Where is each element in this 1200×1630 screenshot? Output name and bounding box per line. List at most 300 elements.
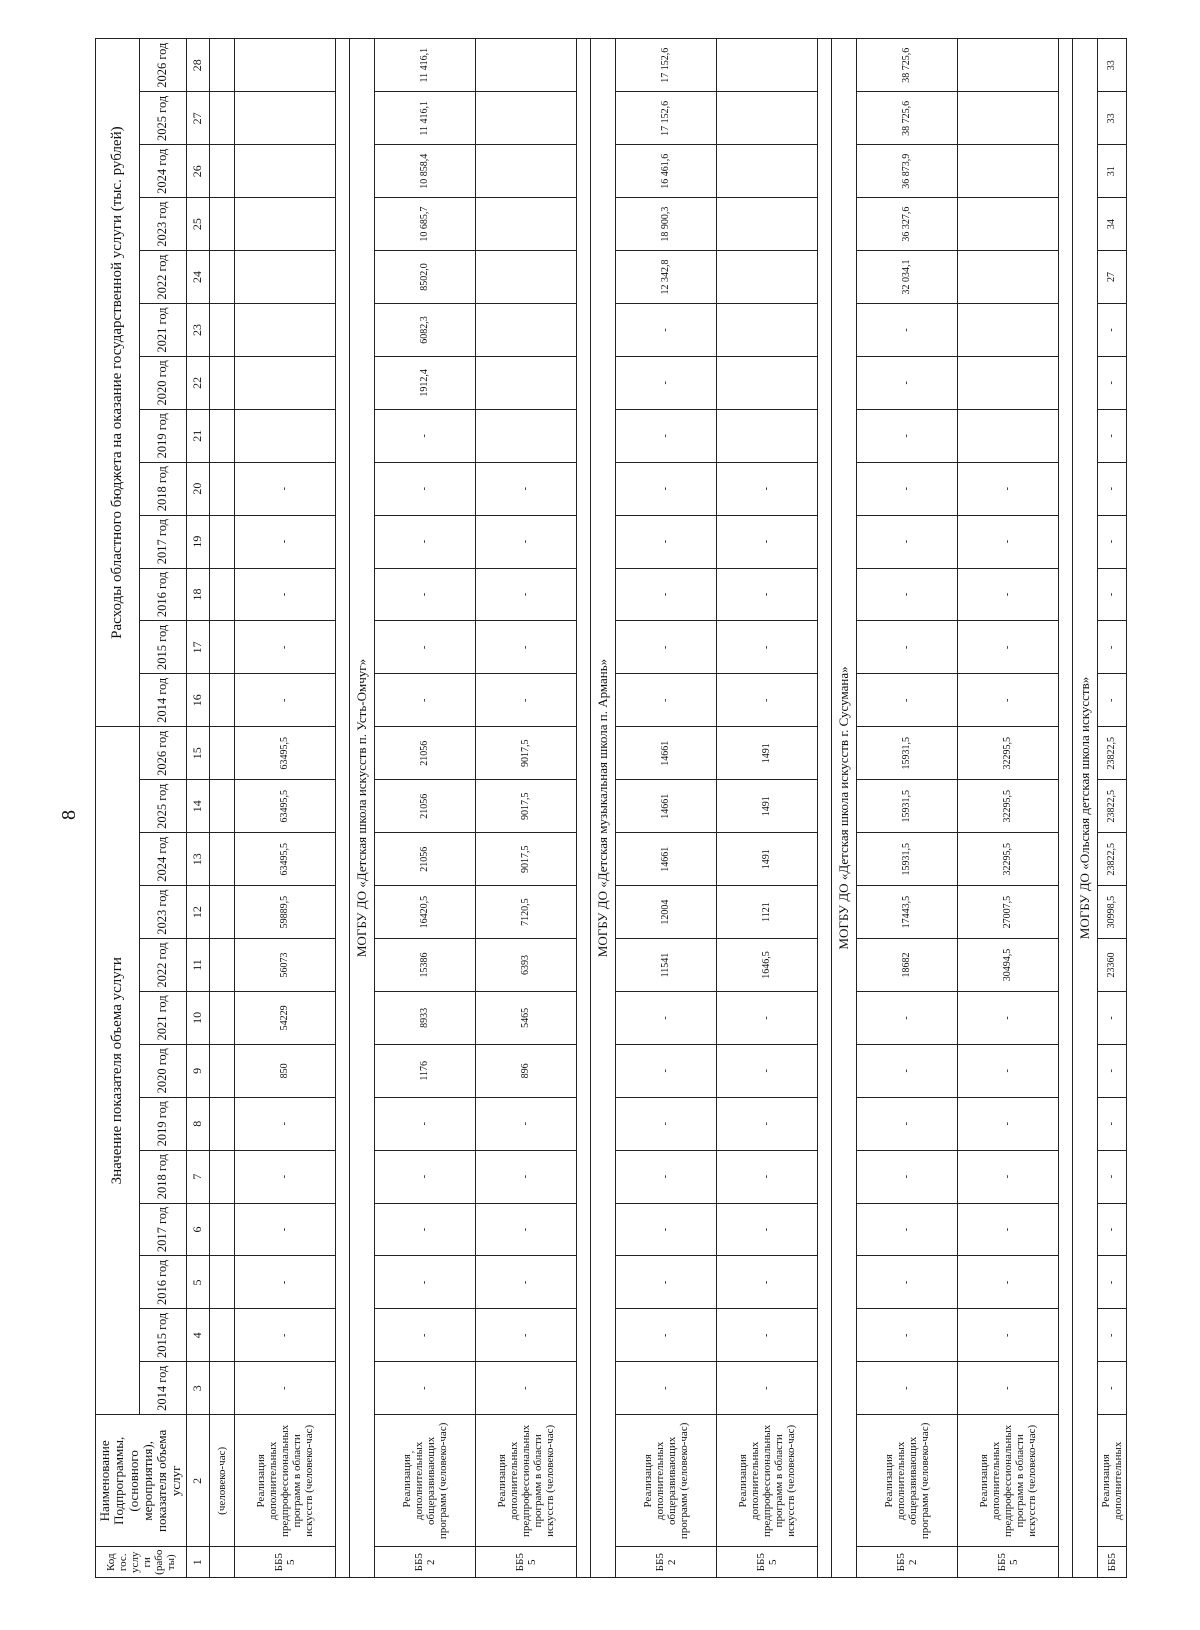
cell-volume: -	[615, 1256, 716, 1309]
cell-volume: -	[957, 1097, 1058, 1150]
table-group-header-row	[96, 39, 140, 1578]
cell-volume	[209, 939, 234, 992]
cell-volume: -	[1097, 1097, 1126, 1150]
cell-expense: -	[234, 621, 335, 674]
cell-code: ББ5 5	[957, 1547, 1058, 1578]
cell-name: Реализация дополнительных предпрофессиональных программ в области искусств (человеко-час)	[716, 1415, 817, 1547]
header-year-volume: 2023 год	[140, 886, 186, 939]
cell-expense: -	[1097, 568, 1126, 621]
section-row	[1072, 39, 1097, 1578]
cell-volume: -	[1097, 1309, 1126, 1362]
cell-volume: 63495,5	[234, 780, 335, 833]
header-expense-group: Расходы областного бюджета на оказание государственной услуги (тыс. рублей)	[96, 39, 140, 727]
spacer-cell	[1058, 39, 1072, 1578]
cell-expense	[475, 39, 576, 92]
cell-volume: 18682	[856, 939, 957, 992]
cell-expense	[209, 568, 234, 621]
cell-expense: 38 725,6	[856, 92, 957, 145]
cell-volume: 56073	[234, 939, 335, 992]
cell-expense: 31	[1097, 145, 1126, 198]
cell-volume: -	[615, 1150, 716, 1203]
header-column-number: 16	[186, 674, 209, 727]
cell-volume: -	[1097, 1362, 1126, 1415]
cell-expense: -	[856, 409, 957, 462]
cell-volume: 23822,5	[1097, 833, 1126, 886]
cell-expense	[209, 621, 234, 674]
cell-expense	[716, 251, 817, 304]
cell-expense	[209, 674, 234, 727]
cell-volume: -	[856, 1362, 957, 1415]
cell-expense: -	[1097, 409, 1126, 462]
cell-expense: -	[856, 568, 957, 621]
header-year-expense: 2016 год	[140, 568, 186, 621]
cell-volume: -	[957, 991, 1058, 1044]
cell-volume: 17443,5	[856, 886, 957, 939]
cell-expense: -	[374, 409, 475, 462]
cell-expense: 27	[1097, 251, 1126, 304]
cell-expense	[234, 304, 335, 357]
cell-volume	[209, 1203, 234, 1256]
cell-volume	[209, 1362, 234, 1415]
cell-volume: 23822,5	[1097, 727, 1126, 780]
cell-volume: 1176	[374, 1044, 475, 1097]
cell-volume: 11541	[615, 939, 716, 992]
cell-expense	[234, 39, 335, 92]
header-year-expense: 2018 год	[140, 462, 186, 515]
cell-expense: -	[234, 674, 335, 727]
cell-volume: 21056	[374, 727, 475, 780]
cell-expense	[716, 145, 817, 198]
cell-volume: 30998,5	[1097, 886, 1126, 939]
cell-volume: -	[716, 1150, 817, 1203]
cell-expense: -	[856, 462, 957, 515]
cell-expense: 11 416,1	[374, 92, 475, 145]
cell-expense	[716, 92, 817, 145]
cell-volume: 63495,5	[234, 727, 335, 780]
cell-expense: 33	[1097, 39, 1126, 92]
cell-volume: 32295,5	[957, 780, 1058, 833]
cell-volume	[209, 1256, 234, 1309]
cell-code	[209, 1547, 234, 1578]
cell-expense	[234, 409, 335, 462]
cell-volume: -	[957, 1150, 1058, 1203]
header-year-volume: 2022 год	[140, 939, 186, 992]
cell-expense: 10 685,7	[374, 198, 475, 251]
header-column-number: 9	[186, 1044, 209, 1097]
cell-volume: 1646,5	[716, 939, 817, 992]
cell-code: ББ5 2	[615, 1547, 716, 1578]
cell-expense	[234, 145, 335, 198]
cell-volume: -	[716, 1256, 817, 1309]
cell-volume: -	[716, 991, 817, 1044]
cell-expense: -	[716, 462, 817, 515]
header-column-number: 1	[186, 1547, 209, 1578]
cell-expense	[957, 145, 1058, 198]
cell-expense	[234, 198, 335, 251]
cell-volume: -	[615, 1044, 716, 1097]
table-row	[475, 39, 576, 1578]
table-year-header-row	[140, 39, 186, 1578]
cell-volume: 27007,5	[957, 886, 1058, 939]
cell-name: Реализация дополнительных	[1097, 1415, 1126, 1547]
section-row	[349, 39, 374, 1578]
cell-volume: 15386	[374, 939, 475, 992]
cell-expense: -	[615, 409, 716, 462]
cell-expense: 38 725,6	[856, 39, 957, 92]
cell-expense: 17 152,6	[615, 39, 716, 92]
cell-expense: 34	[1097, 198, 1126, 251]
cell-expense: -	[374, 674, 475, 727]
cell-volume: -	[1097, 1150, 1126, 1203]
cell-expense	[209, 515, 234, 568]
cell-volume: -	[1097, 1203, 1126, 1256]
cell-expense: -	[1097, 515, 1126, 568]
cell-expense: -	[615, 304, 716, 357]
cell-volume: 23822,5	[1097, 780, 1126, 833]
cell-volume: 8933	[374, 991, 475, 1044]
cell-expense	[209, 462, 234, 515]
cell-volume: -	[234, 1203, 335, 1256]
cell-expense	[957, 198, 1058, 251]
cell-volume: -	[615, 1362, 716, 1415]
spacer-cell	[576, 39, 590, 1578]
cell-volume: 30494,5	[957, 939, 1058, 992]
header-year-expense: 2017 год	[140, 515, 186, 568]
cell-name: Реализация дополнительных предпрофессиональных программ в области искусств (человеко-час)	[475, 1415, 576, 1547]
section-title: МОГБУ ДО «Детская музыкальная школа п. Армань»	[590, 39, 615, 1578]
cell-expense: -	[716, 568, 817, 621]
header-year-expense: 2026 год	[140, 39, 186, 92]
cell-volume: 12004	[615, 886, 716, 939]
cell-expense: -	[475, 674, 576, 727]
cell-expense: -	[1097, 621, 1126, 674]
cell-code: ББ5 2	[374, 1547, 475, 1578]
cell-volume: -	[234, 1097, 335, 1150]
cell-expense	[957, 409, 1058, 462]
cell-expense: -	[615, 462, 716, 515]
table-body	[209, 39, 1126, 1578]
cell-expense: 8502,0	[374, 251, 475, 304]
header-column-number: 17	[186, 621, 209, 674]
header-column-number: 15	[186, 727, 209, 780]
header-year-expense: 2023 год	[140, 198, 186, 251]
cell-name: Реализация дополнительных общеразвивающих программ (человеко-час)	[856, 1415, 957, 1547]
header-year-volume: 2026 год	[140, 727, 186, 780]
cell-volume: 14661	[615, 833, 716, 886]
cell-volume: 15931,5	[856, 727, 957, 780]
cell-expense	[234, 92, 335, 145]
cell-volume: -	[856, 1097, 957, 1150]
cell-volume: -	[234, 1362, 335, 1415]
cell-volume: -	[615, 991, 716, 1044]
cell-expense: -	[234, 462, 335, 515]
cell-volume: -	[957, 1362, 1058, 1415]
header-year-expense: 2015 год	[140, 621, 186, 674]
section-spacer	[1058, 39, 1072, 1578]
header-column-number: 11	[186, 939, 209, 992]
table-row	[615, 39, 716, 1578]
cell-volume: -	[475, 1150, 576, 1203]
section-title: МОГБУ ДО «Ольская детская школа искусств»	[1072, 39, 1097, 1578]
spacer-cell	[335, 39, 349, 1578]
header-year-volume: 2020 год	[140, 1044, 186, 1097]
cell-expense: -	[1097, 462, 1126, 515]
cell-expense	[209, 145, 234, 198]
cell-code: ББ5 5	[475, 1547, 576, 1578]
cell-expense	[957, 356, 1058, 409]
cell-expense	[475, 304, 576, 357]
cell-expense	[209, 198, 234, 251]
cell-expense: 1912,4	[374, 356, 475, 409]
cell-volume: 23360	[1097, 939, 1126, 992]
cell-volume: -	[856, 1256, 957, 1309]
header-name: Наименование Подпрограммы, (основного мероприятия), показателя объема услуг	[96, 1415, 187, 1547]
cell-volume: -	[957, 1256, 1058, 1309]
cell-expense: 36 873,9	[856, 145, 957, 198]
cell-expense: -	[234, 515, 335, 568]
section-title: МОГБУ ДО «Детская школа искусств г. Сусумана»	[831, 39, 856, 1578]
cell-expense: -	[374, 568, 475, 621]
header-column-number: 25	[186, 198, 209, 251]
cell-expense: -	[615, 674, 716, 727]
cell-expense: -	[856, 356, 957, 409]
cell-volume: 15931,5	[856, 780, 957, 833]
table-row	[234, 39, 335, 1578]
header-year-volume: 2024 год	[140, 833, 186, 886]
cell-volume: 15931,5	[856, 833, 957, 886]
header-column-number: 12	[186, 886, 209, 939]
header-year-volume: 2025 год	[140, 780, 186, 833]
cell-expense: -	[856, 515, 957, 568]
cell-expense: -	[374, 621, 475, 674]
cell-expense	[475, 145, 576, 198]
cell-volume: -	[234, 1256, 335, 1309]
cell-expense: -	[957, 462, 1058, 515]
table-row	[374, 39, 475, 1578]
cell-volume: -	[374, 1203, 475, 1256]
cell-volume: -	[856, 1044, 957, 1097]
cell-expense: -	[716, 515, 817, 568]
cell-code: ББ5 2	[856, 1547, 957, 1578]
cell-volume: -	[475, 1203, 576, 1256]
cell-volume: -	[475, 1097, 576, 1150]
cell-volume: 6393	[475, 939, 576, 992]
cell-volume: 63495,5	[234, 833, 335, 886]
section-title: МОГБУ ДО «Детская школа искусств п. Усть-Омчуг»	[349, 39, 374, 1578]
cell-expense: -	[234, 568, 335, 621]
cell-volume: -	[374, 1097, 475, 1150]
table-row	[209, 39, 234, 1578]
cell-volume: -	[716, 1044, 817, 1097]
header-column-number: 8	[186, 1097, 209, 1150]
cell-volume: 16420,5	[374, 886, 475, 939]
cell-volume: 1491	[716, 833, 817, 886]
services-table	[95, 38, 1127, 1578]
cell-volume	[209, 1309, 234, 1362]
cell-expense	[475, 251, 576, 304]
cell-expense: -	[856, 621, 957, 674]
cell-expense	[716, 356, 817, 409]
cell-name: Реализация дополнительных предпрофессиональных программ в области искусств (человеко-час)	[234, 1415, 335, 1547]
cell-expense: -	[475, 462, 576, 515]
cell-volume: -	[856, 1203, 957, 1256]
cell-expense: -	[856, 674, 957, 727]
table-row	[716, 39, 817, 1578]
section-row	[590, 39, 615, 1578]
cell-volume	[209, 991, 234, 1044]
cell-volume: -	[716, 1203, 817, 1256]
cell-volume: 9017,5	[475, 780, 576, 833]
header-column-number: 27	[186, 92, 209, 145]
cell-expense: -	[856, 304, 957, 357]
header-column-number: 6	[186, 1203, 209, 1256]
section-spacer	[576, 39, 590, 1578]
cell-volume: 14661	[615, 780, 716, 833]
cell-expense: -	[475, 621, 576, 674]
header-year-volume: 2014 год	[140, 1362, 186, 1415]
cell-volume: 59889,5	[234, 886, 335, 939]
cell-expense	[234, 356, 335, 409]
cell-volume: -	[1097, 991, 1126, 1044]
header-year-expense: 2014 год	[140, 674, 186, 727]
header-column-number: 7	[186, 1150, 209, 1203]
cell-volume: -	[234, 1150, 335, 1203]
cell-expense	[957, 251, 1058, 304]
cell-volume: 1491	[716, 780, 817, 833]
header-code: Код гос. услуги (работы)	[96, 1547, 187, 1578]
header-year-volume: 2021 год	[140, 991, 186, 1044]
cell-volume	[209, 1044, 234, 1097]
cell-volume: 1121	[716, 886, 817, 939]
cell-volume	[209, 727, 234, 780]
cell-expense: -	[475, 568, 576, 621]
cell-expense: -	[374, 462, 475, 515]
cell-expense: -	[716, 621, 817, 674]
cell-volume: -	[716, 1097, 817, 1150]
header-column-number: 5	[186, 1256, 209, 1309]
cell-expense: 10 858,4	[374, 145, 475, 198]
cell-expense: -	[615, 621, 716, 674]
cell-expense: 6082,3	[374, 304, 475, 357]
cell-expense: -	[957, 515, 1058, 568]
spacer-cell	[817, 39, 831, 1578]
cell-expense	[957, 92, 1058, 145]
cell-expense	[475, 92, 576, 145]
cell-expense: 32 034,1	[856, 251, 957, 304]
cell-volume: -	[234, 1309, 335, 1362]
cell-volume: -	[615, 1309, 716, 1362]
cell-volume: 32295,5	[957, 833, 1058, 886]
cell-expense	[957, 39, 1058, 92]
cell-expense: 17 152,6	[615, 92, 716, 145]
cell-volume: -	[957, 1309, 1058, 1362]
section-spacer	[335, 39, 349, 1578]
cell-volume: -	[1097, 1256, 1126, 1309]
cell-volume: 5465	[475, 991, 576, 1044]
header-column-number: 23	[186, 304, 209, 357]
cell-expense: -	[957, 674, 1058, 727]
header-column-number: 2	[186, 1415, 209, 1547]
cell-expense: -	[475, 515, 576, 568]
header-year-volume: 2015 год	[140, 1309, 186, 1362]
cell-expense	[475, 198, 576, 251]
cell-volume: -	[1097, 1044, 1126, 1097]
cell-name: Реализация дополнительных общеразвивающих программ (человеко-час)	[615, 1415, 716, 1547]
cell-code: ББ5	[1097, 1547, 1126, 1578]
section-row	[831, 39, 856, 1578]
cell-volume: -	[475, 1362, 576, 1415]
cell-expense	[475, 409, 576, 462]
table-row	[856, 39, 957, 1578]
cell-volume: -	[374, 1150, 475, 1203]
cell-expense	[209, 304, 234, 357]
header-year-volume: 2018 год	[140, 1150, 186, 1203]
header-year-expense: 2024 год	[140, 145, 186, 198]
header-year-volume: 2017 год	[140, 1203, 186, 1256]
header-column-number: 4	[186, 1309, 209, 1362]
cell-expense	[716, 304, 817, 357]
cell-volume: 14661	[615, 727, 716, 780]
cell-name: Реализация дополнительных общеразвивающих программ (человеко-час)	[374, 1415, 475, 1547]
cell-expense: 36 327,6	[856, 198, 957, 251]
cell-expense: 12 342,8	[615, 251, 716, 304]
stamp-mark: ‚	[404, 1450, 416, 1454]
cell-expense: -	[1097, 304, 1126, 357]
cell-volume	[209, 833, 234, 886]
cell-code: ББ5 5	[234, 1547, 335, 1578]
cell-expense: -	[615, 515, 716, 568]
cell-volume	[209, 1097, 234, 1150]
cell-name: Реализация дополнительных предпрофессиональных программ в области искусств (человеко-час)	[957, 1415, 1058, 1547]
cell-volume: 21056	[374, 833, 475, 886]
header-year-expense: 2025 год	[140, 92, 186, 145]
cell-volume: -	[856, 1309, 957, 1362]
header-volume-group: Значение показателя объема услуги	[96, 727, 140, 1415]
table-row	[1097, 39, 1126, 1578]
cell-expense	[716, 409, 817, 462]
cell-expense: -	[615, 568, 716, 621]
cell-expense	[209, 251, 234, 304]
cell-volume: -	[615, 1203, 716, 1256]
cell-expense: -	[716, 674, 817, 727]
cell-volume: -	[716, 1362, 817, 1415]
header-column-number: 3	[186, 1362, 209, 1415]
cell-expense: -	[1097, 674, 1126, 727]
cell-expense: 18 900,3	[615, 198, 716, 251]
header-column-number: 20	[186, 462, 209, 515]
header-column-number: 21	[186, 409, 209, 462]
cell-expense	[209, 409, 234, 462]
cell-volume: -	[374, 1256, 475, 1309]
header-column-number: 26	[186, 145, 209, 198]
header-year-expense: 2020 год	[140, 356, 186, 409]
cell-expense	[209, 92, 234, 145]
cell-expense	[475, 356, 576, 409]
section-spacer	[817, 39, 831, 1578]
cell-volume: -	[716, 1309, 817, 1362]
cell-expense	[716, 198, 817, 251]
cell-expense: -	[957, 568, 1058, 621]
header-column-number: 19	[186, 515, 209, 568]
cell-volume: -	[856, 991, 957, 1044]
cell-volume: -	[475, 1256, 576, 1309]
cell-expense	[234, 251, 335, 304]
header-column-number: 18	[186, 568, 209, 621]
cell-expense: 33	[1097, 92, 1126, 145]
cell-expense: -	[615, 356, 716, 409]
cell-expense	[209, 356, 234, 409]
header-column-number: 13	[186, 833, 209, 886]
